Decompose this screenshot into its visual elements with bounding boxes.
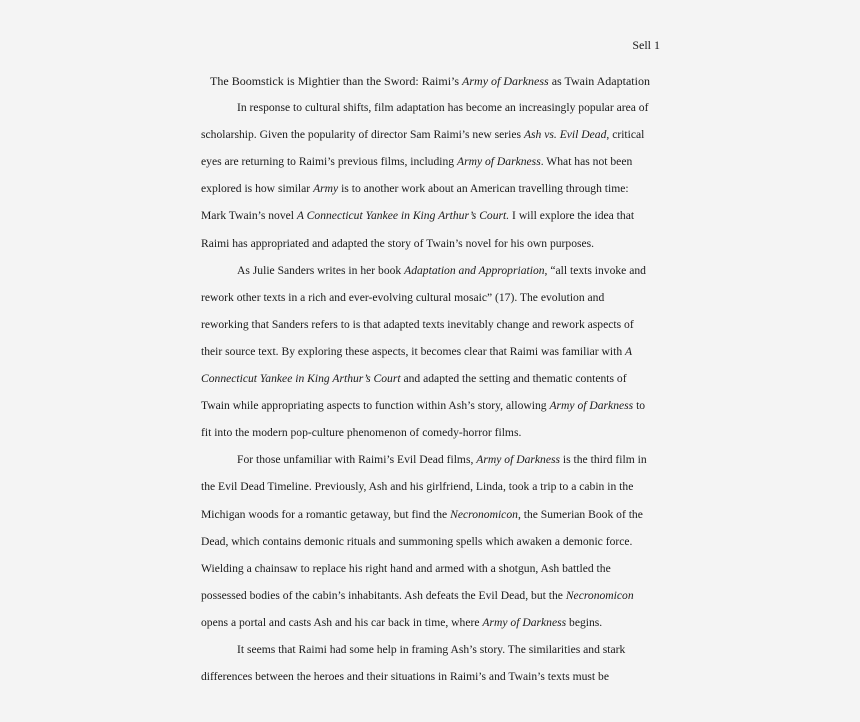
text-run: As Julie Sanders writes in her book (237, 263, 405, 277)
text-line (201, 237, 594, 250)
title-text-end: as Twain Adaptation (548, 74, 650, 88)
text-line (201, 155, 632, 168)
text-run: begins. (566, 615, 603, 629)
text-run: is to another work about an American travelling through time: (338, 182, 629, 196)
text-line (201, 372, 627, 385)
text-run: is the third film in (560, 453, 647, 467)
text-run: , the Sumerian Book of the (517, 507, 643, 521)
text-run: , critical (606, 128, 645, 142)
text-line (201, 128, 644, 141)
text-run: Twain while appropriating aspects to function within Ash’s story, allowing (201, 399, 550, 413)
italic-text: Necronomicon (565, 588, 634, 602)
text-run: possessed bodies of the cabin’s inhabitants. Ash defeats the Evil Dead, but the (201, 588, 566, 602)
running-head: Sell 1 (632, 38, 660, 52)
text-run: For those unfamiliar with Raimi’s Evil Dead films, (237, 453, 477, 467)
italic-text: Connecticut Yankee in King Arthur’s Court (201, 372, 401, 385)
text-run: I will explore the idea that (509, 209, 635, 223)
text-run: eyes are returning to Raimi’s previous films, including (201, 155, 457, 169)
text-line (201, 399, 645, 412)
text-run: Mark Twain’s novel (201, 209, 297, 223)
text-line (237, 453, 647, 466)
text-run: rework other texts in a rich and ever-evolving cultural mosaic” (17). The evolution and (201, 290, 605, 304)
italic-text: Army of Darkness (549, 399, 634, 413)
italic-text: Army of Darkness (456, 155, 541, 169)
italic-text: A (625, 344, 633, 358)
italic-text: Ash vs. Evil Dead (523, 128, 607, 142)
text-run: their source text. By exploring these aspects, it becomes clear that Raimi was familiar with (201, 344, 626, 358)
italic-text: Army (313, 182, 339, 196)
text-line (201, 480, 633, 493)
text-line (201, 209, 634, 222)
text-line (201, 182, 629, 195)
essay-title (0, 74, 860, 89)
text-line (201, 535, 632, 548)
text-run: . What has not been (540, 155, 633, 169)
text-line (201, 318, 634, 331)
text-run: and adapted the setting and thematic contents of (400, 372, 627, 385)
text-run: opens a portal and casts Ash and his car back in time, where (201, 615, 483, 629)
text-run: the Evil Dead Timeline. Previously, Ash and his girlfriend, Linda, took a trip to a cabin in the (201, 480, 634, 494)
text-run: Dead, which contains demonic rituals and summoning spells which awaken a demonic force. (201, 534, 633, 548)
italic-text: Army of Darkness (482, 615, 567, 629)
text-run: explored is how similar (201, 182, 314, 196)
text-line (201, 291, 604, 304)
title-italic: Army of Darkness (462, 74, 549, 88)
text-run: It seems that Raimi had some help in framing Ash’s story. The similarities and stark (237, 643, 626, 656)
text-run: Wielding a chainsaw to replace his right hand and armed with a shotgun, Ash battled the (201, 561, 611, 575)
text-line (201, 426, 521, 439)
italic-text: Army of Darkness (476, 453, 560, 467)
text-run: Raimi has appropriated and adapted the story of Twain’s novel for his own purposes. (201, 236, 595, 250)
text-line (201, 589, 634, 602)
title-text: The Boomstick is Mightier than the Sword: Raimi’s (210, 74, 463, 88)
text-run: to (633, 399, 646, 413)
italic-text: A Connecticut Yankee in King Arthur’s Court. (296, 209, 510, 223)
text-run: Michigan woods for a romantic getaway, but find the (201, 507, 451, 521)
text-run: differences between the heroes and their situations in Raimi’s and Twain’s texts must be (201, 670, 609, 684)
text-line (201, 670, 609, 683)
text-run: scholarship. Given the popularity of director Sam Raimi’s new series (201, 128, 524, 142)
text-line (201, 508, 643, 521)
text-line (201, 345, 632, 358)
text-run: In response to cultural shifts, film adaptation has become an increasingly popular area of (237, 101, 649, 114)
text-line (201, 616, 602, 629)
text-line (237, 101, 648, 114)
text-line (201, 562, 611, 575)
italic-text: Necronomicon (450, 507, 518, 521)
text-run: , “all texts invoke and (544, 263, 646, 277)
text-run: fit into the modern pop-culture phenomenon of comedy-horror films. (201, 426, 522, 440)
italic-text: Adaptation and Appropriation (404, 263, 545, 277)
text-line (237, 264, 646, 277)
text-run: reworking that Sanders refers to is that adapted texts inevitably change and rework aspects of (201, 317, 634, 331)
text-line (237, 643, 625, 656)
